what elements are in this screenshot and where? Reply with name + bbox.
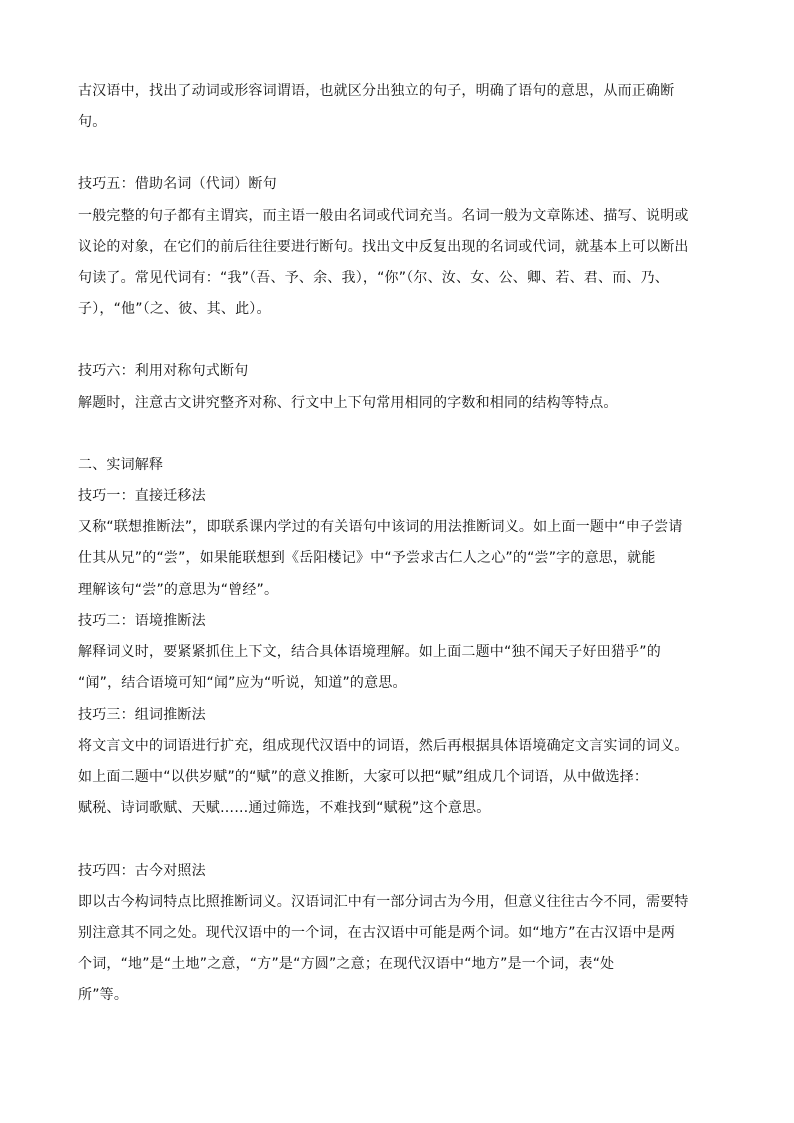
paragraph-line: 句。 xyxy=(78,114,107,130)
paragraph-line: 仕其从兄”的“尝”，如果能联想到《岳阳楼记》中“予尝求古仁人之心”的“尝”字的意思，就能 xyxy=(78,550,656,566)
section-heading: 技巧五：借助名词（代词）断句 xyxy=(78,176,277,192)
paragraph-line: 理解该句“尝”的意思为“曾经”。 xyxy=(78,582,279,598)
paragraph-line: 句读了。常见代词有：“我”（吾、予、余、我），“你”（尔、汝、女、公、卿、若、君、而、乃、 xyxy=(78,270,670,286)
paragraph-line: 赋税、诗词歌赋、天赋……通过筛选，不难找到“赋税”这个意思。 xyxy=(78,800,491,816)
paragraph-line: “闻”，结合语境可知“闻”应为“听说，知道”的意思。 xyxy=(78,675,407,691)
section-heading: 技巧四：古今对照法 xyxy=(78,863,206,879)
section-heading: 技巧二：语境推断法 xyxy=(78,613,206,629)
paragraph-line: 解题时，注意古文讲究整齐对称、行文中上下句常用相同的字数和相同的结构等特点。 xyxy=(78,395,618,411)
paragraph-line: 个词，“地”是“土地”之意，“方”是“方圆”之意；在现代汉语中“地方”是一个词，表“处 xyxy=(78,956,615,972)
paragraph-line: 古汉语中，找出了动词或形容词谓语，也就区分出独立的句子，明确了语句的意思，从而正确断 xyxy=(78,83,675,99)
section-heading: 技巧六：利用对称句式断句 xyxy=(78,363,249,379)
section-heading: 技巧一：直接迁移法 xyxy=(78,488,206,504)
paragraph-line: 解释词义时，要紧紧抓住上下文，结合具体语境理解。如上面二题中“独不闻天子好田猎乎”的 xyxy=(78,644,661,660)
paragraph-line: 所”等。 xyxy=(78,987,129,1003)
paragraph-line: 子），“他”（之、彼、其、此）。 xyxy=(78,301,271,317)
section-heading: 技巧三：组词推断法 xyxy=(78,707,206,723)
paragraph-line: 又称“联想推断法”，即联系课内学过的有关语句中该词的用法推断词义。如上面一题中“申子尝请 xyxy=(78,519,683,535)
paragraph-line: 别注意其不同之处。现代汉语中的一个词，在古汉语中可能是两个词。如“地方”在古汉语中是两 xyxy=(78,925,676,941)
paragraph-line: 将文言文中的词语进行扩充，组成现代汉语中的词语，然后再根据具体语境确定文言实词的词义。 xyxy=(78,738,689,754)
chapter-heading: 二、实词解释 xyxy=(78,457,164,473)
paragraph-line: 议论的对象，在它们的前后往往要进行断句。找出文中反复出现的名词或代词，就基本上可以断出 xyxy=(78,239,689,255)
paragraph-line: 一般完整的句子都有主谓宾，而主语一般由名词或代词充当。名词一般为文章陈述、描写、说明或 xyxy=(78,208,689,224)
paragraph-line: 即以古今构词特点比照推断词义。汉语词汇中有一部分词古为今用，但意义往往古今不同，需要特 xyxy=(78,894,689,910)
paragraph-line: 如上面二题中“以供岁赋”的“赋”的意义推断，大家可以把“赋”组成几个词语，从中做选择： xyxy=(78,769,649,785)
